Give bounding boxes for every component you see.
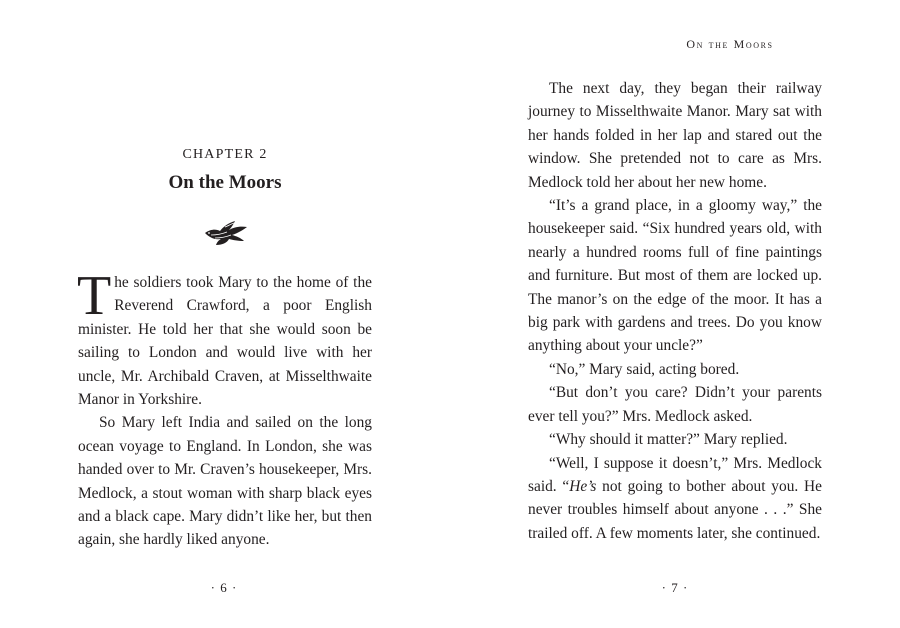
paragraph: “No,” Mary said, acting bored. <box>549 360 740 378</box>
chapter-title: On the Moors <box>168 172 282 193</box>
page-number: · 6 · <box>210 580 238 595</box>
paragraph-text: he soldiers took Mary to the home of the Reverend Crawford, a poor English minister. He told her that she would soon be sailing to London and would live with her uncle, Mr. Archibald Craven, at Misselthwaite Manor in Yorkshire. <box>78 274 372 409</box>
paragraph: “Why should it matter?” Mary replied. <box>549 431 788 449</box>
left-body-text <box>77 265 372 552</box>
bird-icon <box>203 218 249 248</box>
paragraph-text: not going to bother about you. He never troubles himself about anyone . . .” She trailed off. A few moments later, she continued. <box>528 477 822 542</box>
paragraph <box>77 265 372 411</box>
right-body-text <box>528 77 822 545</box>
drop-cap: T <box>77 265 112 327</box>
paragraph: So Mary left India and sailed on the long ocean voyage to England. In London, she was handed over to Mr. Craven’s housekeeper, Mrs. Medlock, a stout woman with sharp black eyes and a black cape. Mary didn’t like her, but then again, she hardly liked anyone. <box>78 414 372 549</box>
paragraph <box>528 452 822 546</box>
paragraph-text: “Well, I suppose it doesn’t,” Mrs. Medlock said. “ <box>528 454 822 495</box>
running-head: On the Moors <box>686 37 774 51</box>
italic-text: He’s <box>569 477 597 495</box>
chapter-label: CHAPTER 2 <box>182 147 268 162</box>
paragraph: The next day, they began their railway journey to Misselthwaite Manor. Mary sat with her hands folded in her lap and stared out the window. She pretended not to care as Mrs. Medlock told her about her new home. <box>528 80 822 191</box>
paragraph: “It’s a grand place, in a gloomy way,” the housekeeper said. “Six hundred years old, with nearly a hundred rooms full of fine paintings and furniture. But most of them are locked up. The manor’s on the edge of the moor. It has a big park with gardens and trees. Do you know anything about your uncle?” <box>528 197 822 355</box>
paragraph: “But don’t you care? Didn’t your parents ever tell you?” Mrs. Medlock asked. <box>528 384 822 425</box>
right-page <box>450 0 900 628</box>
page-number: · 7 · <box>661 580 689 595</box>
